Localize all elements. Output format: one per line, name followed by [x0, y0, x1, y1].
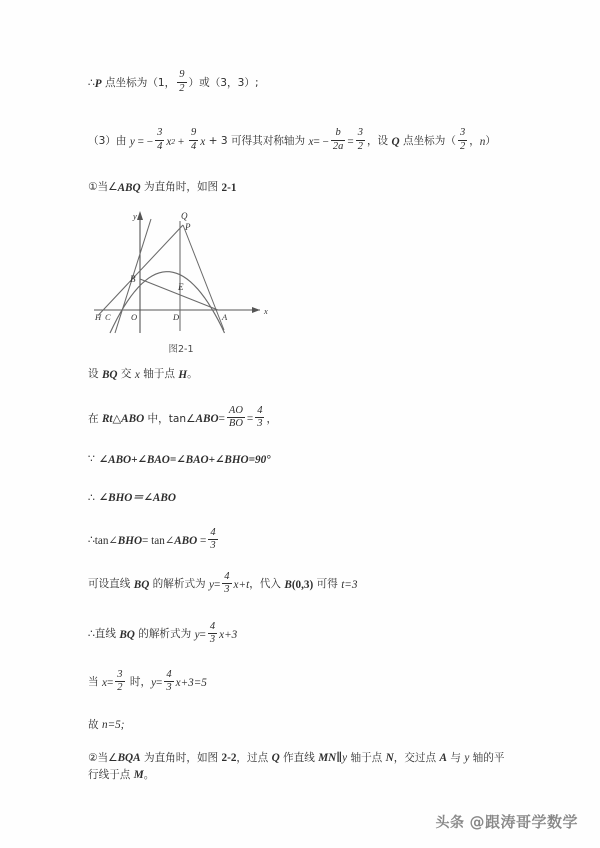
fraction-numerator: 9: [191, 127, 197, 139]
fraction-numerator: 3: [459, 127, 466, 139]
fraction-b-over-2a: [331, 128, 346, 152]
set-q-text: ，设: [366, 135, 392, 148]
text-line-angle-equality: [88, 490, 508, 507]
line-text-1: 直线: [94, 628, 120, 641]
fraction-denominator: 2a: [332, 140, 344, 152]
watermark-handle: @跟涛哥学数学: [469, 813, 578, 831]
label-point-a: A: [222, 311, 228, 322]
variable-y: y: [129, 135, 135, 148]
segment-bq-label-2: BQ: [133, 578, 150, 591]
point-n-label: N: [385, 751, 394, 764]
fraction-ao-over-bo: [227, 406, 245, 430]
variable-x-squared: x: [166, 135, 172, 148]
text-line-tan-bho: [88, 526, 508, 553]
fraction-numerator: 4: [257, 404, 263, 416]
text-line-n-value: [88, 717, 508, 734]
point-m-label: M: [133, 768, 144, 781]
label-point-d: D: [173, 311, 180, 322]
fraction-numerator: 4: [224, 570, 230, 582]
watermark-brand: 头条: [435, 815, 465, 831]
angle-bho-label: BHO: [117, 534, 143, 547]
p-coord-text-2: ）或（3，3）;: [188, 77, 259, 90]
label-y-axis: y: [133, 210, 137, 221]
segment-mn-label: MN: [318, 751, 337, 764]
therefore-symbol-2: ∴: [88, 491, 95, 504]
plus-three-term: +3: [224, 628, 238, 641]
figure-ref-2-1: 2-1: [221, 182, 237, 194]
variable-x-2: x: [308, 135, 314, 148]
variable-x-5: x: [219, 628, 225, 641]
fraction-three-halves-2: [458, 128, 467, 152]
case-2-text-4: 作直线: [279, 751, 319, 764]
case-2-text-6: ，交过点: [393, 751, 440, 764]
case-2-text-7: 与: [446, 751, 465, 764]
when-text-1: 当: [88, 676, 102, 689]
case-2-text-5: 轴于点: [347, 751, 386, 764]
case-2-marker: ②: [88, 751, 98, 764]
angle-sum-expression: ∠ABO+∠BAO=∠BAO+∠BHO=90°: [98, 453, 271, 466]
variable-t: t: [341, 578, 345, 591]
y-value-result: +3=5: [180, 676, 207, 689]
text-line-case-1: [88, 180, 508, 197]
when-text-2: 时，: [126, 676, 152, 689]
fraction-denominator: 2: [117, 682, 123, 694]
variable-x-6: x: [101, 676, 107, 689]
equals-sign-6: =: [199, 628, 206, 641]
fraction-denominator: 2: [357, 140, 363, 152]
point-q-label-2: Q: [271, 751, 280, 764]
n-value: =5;: [107, 719, 125, 732]
fraction-nine-fourths: [189, 128, 198, 152]
label-point-c: C: [105, 311, 111, 322]
case-1-marker: ①: [88, 181, 98, 194]
fraction-numerator: 4: [209, 620, 216, 632]
fraction-denominator: 4: [191, 140, 197, 152]
trailing-comma-1: ，: [266, 412, 278, 425]
point-a-label: A: [439, 751, 447, 764]
obtain-text: 可得: [313, 578, 342, 591]
line-text-2: 的解析式为: [134, 628, 195, 641]
equals-sign-8: =: [156, 676, 163, 689]
in-triangle-text-1: 在: [88, 412, 102, 425]
case-2-text-8: 轴的平行线于点: [88, 751, 505, 781]
text-line-bq-equation-result: [88, 620, 508, 647]
figure-ref-2-2: 2-2: [221, 751, 237, 764]
suppose-text-1: 可设直线: [88, 578, 134, 591]
coordinate-diagram: [88, 203, 288, 343]
therefore-symbol: ∴: [88, 77, 95, 90]
therefore-symbol-3: ∴: [88, 534, 95, 547]
fraction-denominator: 3: [166, 682, 172, 694]
case-2-text-9: 。: [143, 768, 155, 781]
variable-x-3: x: [134, 368, 140, 381]
angle-abq-label: ABQ: [117, 182, 141, 194]
label-point-h: H: [95, 311, 102, 322]
t-value: =3: [344, 578, 358, 591]
angle-abo-label-2: ABO: [174, 534, 198, 547]
symmetry-axis-text: + 3 可得其对称轴为: [205, 135, 309, 148]
case-2-text-1: 当∠: [97, 751, 118, 764]
q-coord-text: 点坐标为（: [399, 135, 456, 148]
point-b-label-1: B: [284, 578, 292, 591]
parabola-curve: [110, 271, 225, 332]
fraction-three-halves-3: [115, 670, 124, 694]
because-symbol: ∵: [88, 453, 95, 466]
segment-bq-label-1: BQ: [101, 368, 118, 381]
fraction-numerator: 9: [179, 69, 185, 81]
therefore-symbol-4: ∴: [88, 628, 95, 641]
suppose-text-2: 的解析式为: [149, 578, 210, 591]
text-line-axis-of-symmetry: [88, 127, 508, 154]
fraction-denominator: 2: [179, 82, 185, 94]
equals-sign-1: =: [347, 135, 354, 148]
exponent-two: 2: [171, 137, 176, 147]
fraction-denominator: 3: [224, 584, 230, 596]
case-1-text-2: 为直角时，如图: [140, 181, 222, 194]
figure-2-1: [88, 203, 288, 355]
equals-minus-2: = −: [313, 135, 329, 148]
fraction-denominator: 3: [210, 540, 216, 552]
fraction-numerator: b: [335, 127, 341, 139]
variable-n-1: n: [479, 135, 486, 148]
text-line-set-bq-intersect: [88, 367, 508, 384]
segment-bq-label-3: BQ: [119, 628, 135, 641]
comma-separator: ，: [469, 135, 480, 148]
parallel-symbol: ∥: [336, 751, 343, 764]
fraction-four-thirds-3: [222, 572, 231, 596]
item-3-marker: （3）由: [88, 135, 130, 148]
set-text-1: 设: [88, 368, 102, 381]
point-q-label: Q: [391, 135, 400, 148]
fraction-denominator: 2: [459, 140, 466, 152]
y-axis-arrow: [137, 211, 143, 220]
equals-minus-1: = −: [134, 135, 154, 148]
label-point-p: P: [185, 221, 191, 232]
fraction-nine-halves: [177, 70, 186, 94]
variable-y-4: y: [151, 676, 157, 689]
in-triangle-text-2: 中，tan∠: [144, 412, 196, 425]
fraction-numerator: 3: [357, 127, 363, 139]
fraction-numerator: 4: [210, 526, 216, 538]
fraction-denominator: 4: [157, 140, 163, 152]
point-h-label-1: H: [178, 368, 188, 381]
variable-x-4: x: [233, 578, 239, 591]
set-text-3: 轴于点: [139, 368, 179, 381]
figure-caption: 图2-1: [168, 343, 194, 355]
label-point-b: B: [130, 273, 136, 284]
label-point-e: E: [178, 281, 184, 292]
tan-text-1: tan∠: [94, 534, 118, 547]
text-line-tan-abo: [88, 404, 508, 432]
substitute-text: ，代入: [249, 578, 285, 591]
equals-sign-7: =: [106, 676, 114, 689]
fraction-three-fourths: [155, 128, 164, 152]
x-axis-arrow: [252, 307, 260, 313]
plus-sign-1: +: [175, 135, 188, 148]
angle-bqa-label: BQA: [117, 751, 141, 764]
fraction-four-thirds-2: [208, 528, 217, 552]
set-text-2: 交: [117, 368, 135, 381]
set-text-4: 。: [187, 368, 198, 381]
point-b-coordinates: (0,3): [291, 578, 314, 591]
p-coord-text-1: 点坐标为（1，: [101, 77, 176, 90]
fraction-denominator: 3: [257, 418, 263, 430]
text-line-angle-sum: [88, 452, 508, 469]
plus-t-term: +t: [238, 578, 250, 591]
case-2-text-2: 为直角时，如图: [140, 751, 222, 764]
fraction-four-thirds-1: [255, 406, 264, 430]
document-body: [88, 69, 508, 784]
fraction-denominator: BO: [228, 418, 243, 430]
equals-sign-4: =: [197, 534, 207, 547]
text-line-p-coordinates: [88, 69, 508, 96]
fraction-four-thirds-5: [164, 670, 173, 694]
fraction-denominator: 3: [209, 634, 216, 646]
point-p-label: P: [94, 77, 102, 90]
fraction-three-halves-1: [356, 128, 365, 152]
fraction-numerator: 4: [166, 668, 172, 680]
label-point-q: Q: [181, 210, 188, 221]
case-2-text-3: ，过点: [236, 751, 272, 764]
case-1-text-1: 当∠: [97, 181, 118, 194]
variable-y-2: y: [209, 578, 214, 591]
text-line-substitute-x: [88, 668, 508, 695]
angle-abo-label-1: ABO: [195, 413, 219, 426]
variable-x-7: x: [175, 676, 181, 689]
variable-y-3: y: [194, 628, 200, 641]
label-point-o: O: [131, 311, 138, 322]
right-triangle-abo-label: Rt△ABO: [101, 413, 145, 426]
fraction-numerator: 3: [117, 668, 123, 680]
fraction-numerator: 3: [157, 127, 163, 139]
equals-sign-5: =: [213, 578, 221, 591]
equals-sign-3: =: [246, 413, 254, 426]
fraction-four-thirds-4: [208, 622, 217, 646]
tan-text-2: = tan∠: [142, 534, 175, 547]
fraction-numerator: AO: [228, 404, 243, 416]
label-x-axis: x: [264, 305, 268, 316]
variable-y-6: y: [464, 751, 470, 764]
variable-n-2: n: [101, 719, 108, 732]
text-line-case-2: [88, 750, 508, 784]
equals-sign-2: =: [218, 413, 225, 426]
variable-x-1: x: [200, 135, 206, 148]
variable-y-5: y: [342, 751, 348, 764]
text-line-bq-equation-setup: [88, 570, 508, 597]
watermark-footer: [435, 811, 578, 832]
line-q-through-a: [183, 225, 224, 330]
closing-paren: ）: [485, 135, 496, 148]
angle-equality-expression: ∠BHO＝∠ABO: [98, 492, 176, 505]
therefore-text: 故: [88, 718, 102, 731]
